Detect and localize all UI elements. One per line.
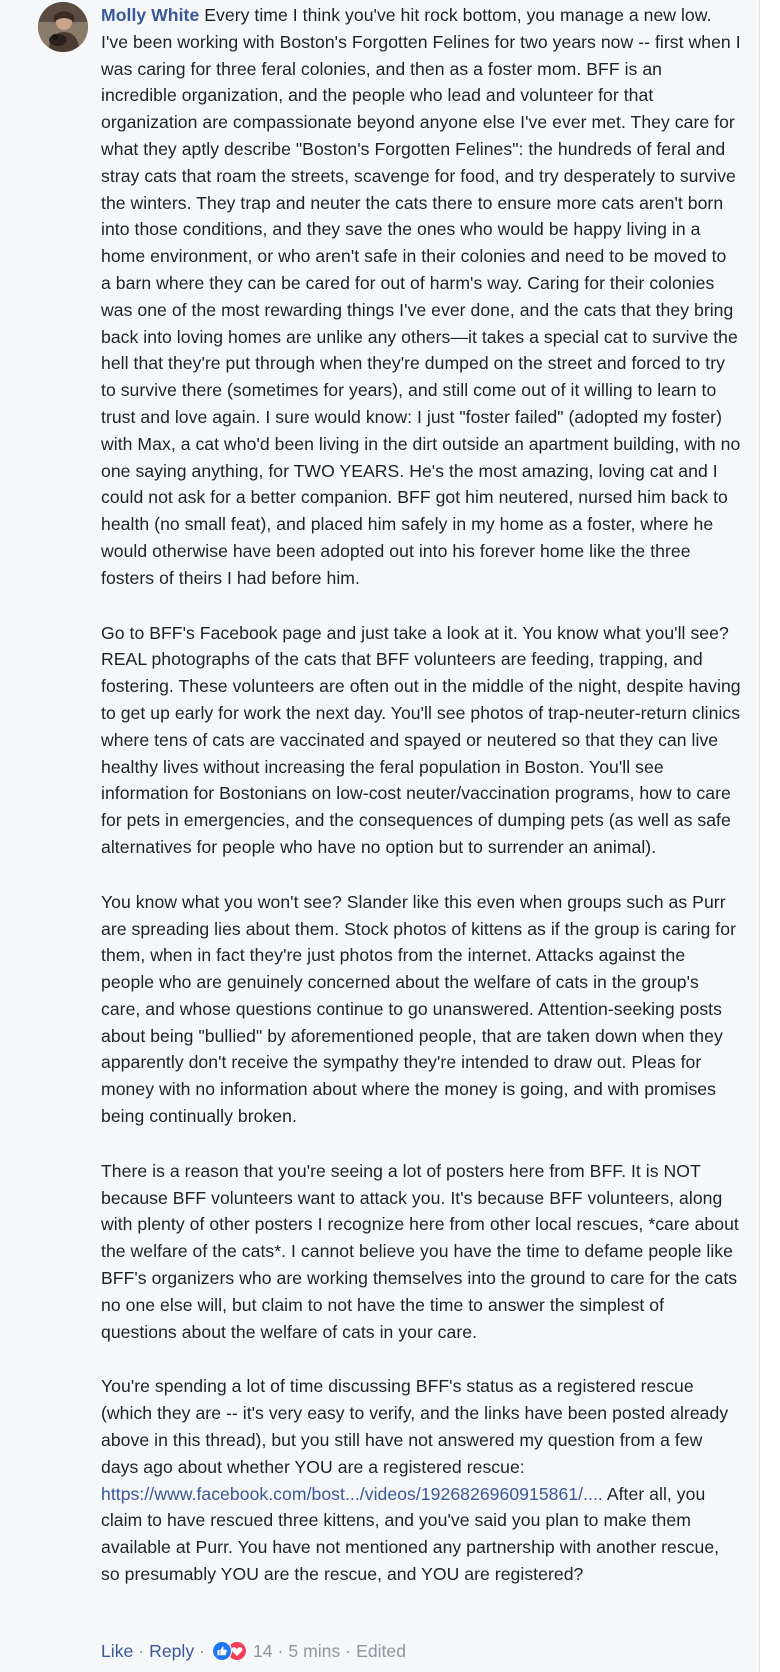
page-background [760,0,780,1672]
separator: · [345,1641,352,1661]
author-name[interactable]: Molly White [101,5,200,25]
separator: · [138,1641,145,1661]
comment-paragraph-5 [101,1373,741,1587]
paragraph-text: After all, you claim to have rescued three kittens, and you've said you plan to make them available at Purr. You have not mentioned any partnership with another rescue, so presumably YOU are the rescue, and YOU are registered? [101,1483,720,1585]
like-button[interactable]: Like [101,1641,134,1661]
comment-actions [101,1638,406,1664]
comment-body [101,2,741,1616]
separator: · [199,1641,205,1661]
comment-paragraph-1 [101,2,741,592]
video-link[interactable]: https://www.facebook.com/bost.../videos/1926826960915861/.... [101,1483,603,1504]
reactions-summary[interactable] [212,1641,247,1661]
timestamp[interactable]: 5 mins [288,1641,341,1661]
author-avatar[interactable] [38,2,88,52]
paragraph-text: You're spending a lot of time discussing BFF's status as a registered rescue (which they are -- it's very easy to verify, and the links have been posted already above in this thread), but you still have not answered my question from a few days ago about whether YOU are a registered rescue: [101,1376,729,1477]
paragraph-text: Every time I think you've hit rock bottom, you manage a new low. I've been working with Boston's Forgotten Felines for two years now -- first when I was caring for three feral colonies, and then as a foster mom. BFF is an incredible organization, and the people who lead and volunteer for that organization are compassionate beyond anyone else I've ever met. They care for what they aptly describe "Boston's Forgotten Felines": the hundreds of feral and stray cats that roam the streets, scavenge for food, and try desperately to survive the winters. They trap and neuter the cats there to ensure more cats aren't born into those conditions, and they save the ones who would be happy living in a home environment, or who aren't safe in their colonies and need to be moved to a barn where they can be cared for out of harm's way. Caring for their colonies was one of the most rewarding things I've ever done, and the cats that they bring back into loving homes are unlike any others—it takes a special cat to survive the hell that they're put through when they're dumped on the street and forced to try to survive there (sometimes for years), and still come out of it willing to learn to trust and love again. I sure would know: I just "foster failed" (adopted my foster) with Max, a cat who'd been living in the dirt outside an apartment building, with no one saying anything, for TWO YEARS. He's the most amazing, loving cat and I could not ask for a better companion. BFF got him neutered, nursed him back to health (no small feat), and placed him safely in my home as a foster, where he would otherwise have been adopted out into his forever home like the three fosters of theirs I had before him. [101,5,741,588]
reply-button[interactable]: Reply [149,1641,195,1661]
comment-paragraph-4: There is a reason that you're seeing a lot of posters here from BFF. It is NOT because BFF volunteers want to attack you. It's because BFF volunteers, along with plenty of other posters I recognize here from other local rescues, *care about the welfare of the cats*. I cannot believe you have the time to defame people like BFF's organizers who are working themselves into the ground to care for the cats no one else will, but claim to not have the time to answer the simplest of questions about the welfare of cats in your care. [101,1160,739,1342]
avatar-photo [38,2,88,52]
separator: · [277,1641,284,1661]
comment-paragraph-3: You know what you won't see? Slander like this even when groups such as Purr are spreading lies about them. Stock photos of kittens as if the group is caring for them, when in fact they're just photos from the internet. Attacks against the people who are genuinely concerned about the welfare of cats in the group's care, and whose questions continue to go unanswered. Attention-seeking posts about being "bullied" by aforementioned people, that are taken down when they apparently don't receive the sympathy they're intended to draw out. Pleas for money with no information about where the money is going, and with promises being continually broken. [101,891,736,1127]
comment-paragraph-2: Go to BFF's Facebook page and just take a look at it. You know what you'll see? REAL photographs of the cats that BFF volunteers are feeding, trapping, and fostering. These volunteers are often out in the middle of the night, despite having to get up early for work the next day. You'll see photos of trap-neuter-return clinics where tens of cats are vaccinated and spayed or neutered so that they can live healthy lives without increasing the feral population in Boston. You'll see information for Bostonians on low-cost neuter/vaccination programs, how to care for pets in emergencies, and the consequences of dumping pets (as well as safe alternatives for people who have no option but to surrender an animal). [101,622,741,857]
edited-label[interactable]: Edited [356,1641,406,1661]
like-reaction-icon [212,1641,232,1661]
reaction-count[interactable]: 14 [252,1641,273,1661]
